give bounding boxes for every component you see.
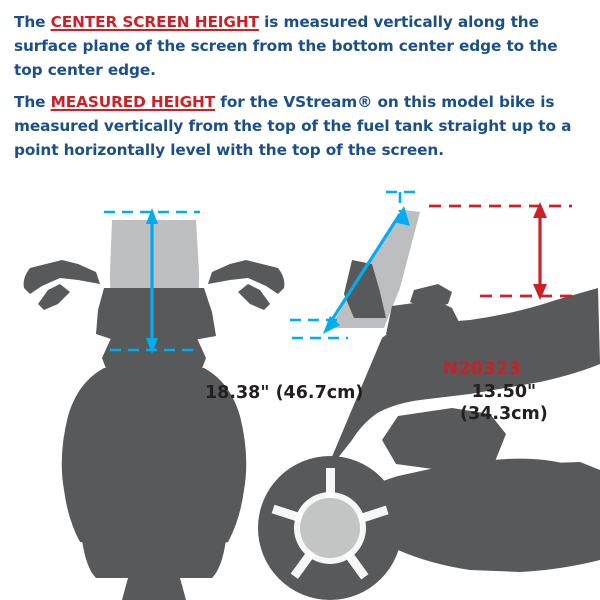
side-view-bike <box>258 210 600 600</box>
paragraph-center-screen-height <box>14 10 590 82</box>
para1-emphasis: CENTER SCREEN HEIGHT <box>50 13 259 31</box>
motorcycle-diagram <box>0 168 600 600</box>
front-wheel <box>122 578 186 600</box>
front-mirror-left-stem <box>38 284 70 310</box>
front-fender <box>112 560 196 572</box>
label-center-screen-height: 18.38" (46.7cm) <box>205 383 364 403</box>
para2-rest: for the VStream® on this model bike is measured vertically from the top of the fuel tank straight up to a point horizontally level with the top of the screen. <box>14 93 572 159</box>
front-mirror-right-stem <box>238 284 270 310</box>
measured-height-cm: (34.3cm) <box>460 404 548 424</box>
para1-rest: is measured vertically along the surface plane of the screen from the bottom center edge to the top center edge. <box>14 13 558 79</box>
label-measured-height <box>460 381 548 425</box>
side-rear-brake-disc <box>300 498 360 558</box>
measured-height-inches: 13.50" <box>471 382 537 402</box>
front-view-bike <box>24 220 285 600</box>
para2-emphasis: MEASURED HEIGHT <box>50 93 216 111</box>
front-fairing <box>96 288 216 340</box>
para1-lead: The <box>14 13 51 31</box>
dimension-measured-height <box>429 202 572 300</box>
para2-lead: The <box>14 93 51 111</box>
label-part-number: N20323 <box>443 358 521 379</box>
paragraph-measured-height <box>14 90 590 162</box>
